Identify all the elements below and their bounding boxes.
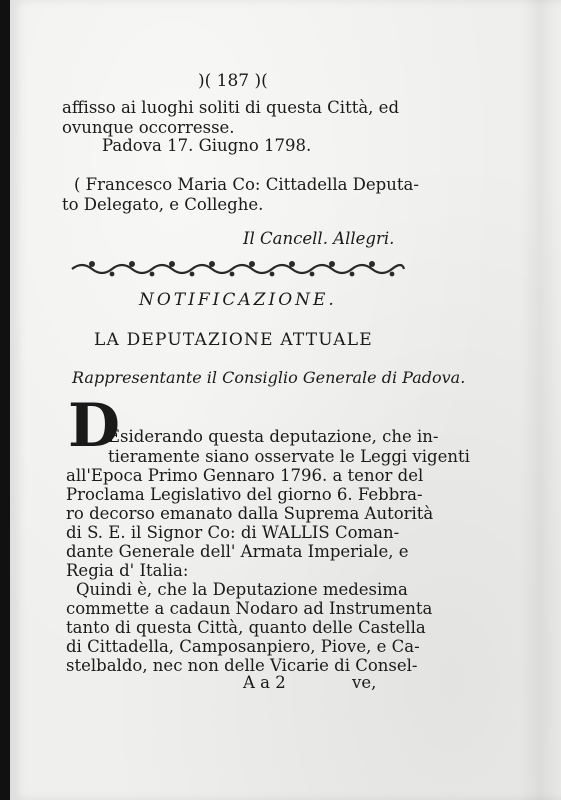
body-line: di S. E. il Signor Co: di WALLIS Coman- [66, 523, 400, 542]
body-line: tieramente siano osservate le Leggi vigenti [108, 447, 470, 466]
signature-mark: A a 2 [243, 673, 286, 692]
body-line: tanto di questa Città, quanto delle Castella [66, 618, 426, 637]
date-line: Padova 17. Giugno 1798. [102, 136, 312, 155]
drop-cap: D [68, 391, 121, 461]
notice-heading: LA DEPUTAZIONE ATTUALE [94, 330, 373, 350]
body-line: Proclama Legislativo del giorno 6. Febbra- [66, 485, 423, 504]
floral-ornament-divider [68, 257, 408, 281]
text-line: to Delegato, e Colleghe. [62, 195, 264, 214]
body-line: di Cittadella, Camposanpiero, Piove, e Ca- [66, 637, 420, 656]
body-line: all'Epoca Primo Gennaro 1796. a tenor del [66, 466, 424, 485]
body-line: stelbaldo, nec non delle Vicarie di Consel- [66, 656, 418, 675]
chancellor-signature: Il Cancell. Allegri. [243, 229, 395, 248]
paper-fold-shadow [520, 0, 560, 800]
body-line: Regia d' Italia: [66, 561, 189, 580]
catchword: ve, [352, 673, 377, 692]
document-page [10, 0, 561, 800]
running-head: )( 187 )( [198, 71, 268, 91]
text-line: ( Francesco Maria Co: Cittadella Deputa- [74, 175, 419, 194]
notice-title: NOTIFICAZIONE. [139, 290, 337, 310]
text-line: ovunque occorresse. [62, 118, 235, 137]
body-line: ro decorso emanato dalla Suprema Autorità [66, 504, 434, 523]
body-line: Esiderando questa deputazione, che in- [108, 427, 439, 446]
body-line: dante Generale dell' Armata Imperiale, e [66, 542, 409, 561]
notice-subheading: Rappresentante il Consiglio Generale di Padova. [72, 368, 466, 387]
body-line: Quindi è, che la Deputazione medesima [76, 580, 408, 599]
body-line: commette a cadaun Nodaro ad Instrumenta [66, 599, 433, 618]
text-line: affisso ai luoghi soliti di questa Città, ed [62, 98, 400, 117]
